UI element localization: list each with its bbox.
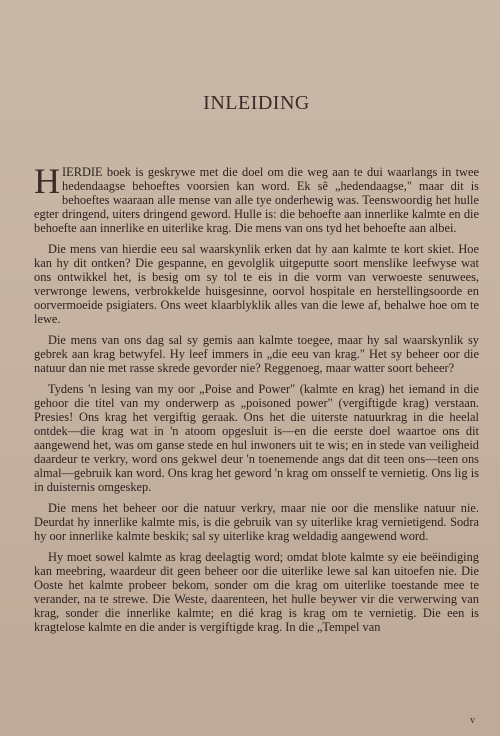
paragraph-1 xyxy=(34,161,479,235)
book-page xyxy=(34,0,479,736)
paragraph-4: Tydens 'n lesing van my oor „Poise and Power" (kalmte en krag) het iemand in die gehoor die titel van my onderwerp as „poisoned power" (vergiftigde krag) verstaan. Presies! Ons krag het vergiftig geraak. Ons het die uiterste natuurkrag in die heelal ontdek—die krag wat in 'n atoom opgesluit is—en die eerste doel waartoe ons dit aangewend het, was om ganse stede en hul inwoners uit te wis; en in stede van veiligheid daardeur te verkry, word ons gekwel deur 'n toenemende angs dat dit teen ons—teen ons almal—gebruik kan word. Ons krag het geword 'n krag om onsself te vernietig. Ons lig is in duisternis omgeskep. xyxy=(34,382,479,494)
body-text xyxy=(34,161,479,641)
paragraph-5: Die mens het beheer oor die natuur verkry, maar nie oor die menslike natuur nie. Deurdat hy innerlike kalmte mis, is die gebruik van sy uiterlike krag vernietigend. Sodra hy oor innerlike kalmte beskik; sal sy uiterlike krag weldadig aangewend word. xyxy=(34,501,479,543)
drop-cap: H xyxy=(34,161,60,201)
paragraph-1-text: IERDIE boek is geskrywe met die doel om die weg aan te dui waarlangs in twee hedendaagse behoeftes voorsien kan word. Ek sê „hedendaagse," maar dit is behoeftes waaraan alle mense van alle tye onderhewig was. Teenswoordig het hulle egter dringend, uiters dringend geword. Hulle is: die behoefte aan innerlike kalmte en die behoefte aan innerlike en uiterlike krag. Die mens van ons tyd het behoefte aan albei. xyxy=(34,165,479,235)
paragraph-6: Hy moet sowel kalmte as krag deelagtig word; omdat blote kalmte sy eie beëindiging kan meebring, waardeur dit geen beheer oor die uiterlike lewe sal kan uitoefen nie. Die Ooste het kalmte probeer bekom, sonder om die krag om uiterlike toestande mee te verander, na te strewe. Die Weste, daarenteen, het hulle beywer vir die verwerwing van krag, sonder die innerlike kalmte; en dié krag is krag om te vernietig. Die een is kragtelose kalmte en die ander is vergiftigde krag. In die „Tempel van xyxy=(34,550,479,634)
page-number: v xyxy=(470,715,475,726)
paragraph-3: Die mens van ons dag sal sy gemis aan kalmte toegee, maar hy sal waarskynlik sy gebrek aan krag betwyfel. Hy leef immers in „die eeu van krag." Het sy beheer oor die natuur dan nie met rasse skrede gevorder nie? Reggenoeg, maar watter soort beheer? xyxy=(34,333,479,375)
chapter-title: INLEIDING xyxy=(203,92,310,114)
paragraph-2: Die mens van hierdie eeu sal waarskynlik erken dat hy aan kalmte te kort skiet. Hoe kan hy dit ontken? Die gespanne, en gevolglik uitgeputte soort menslike leefwyse wat ons ontwikkel het, is besig om sy tol te eis in die vorm van verwoeste senuwees, verwronge lewens, verbrokkelde huisgesinne, oorvol hospitale en herstellingsoorde en oorvermoeide psigiaters. Ons weet klaarblyklik alles van die lewe af, behalwe hoe om te lewe. xyxy=(34,242,479,326)
